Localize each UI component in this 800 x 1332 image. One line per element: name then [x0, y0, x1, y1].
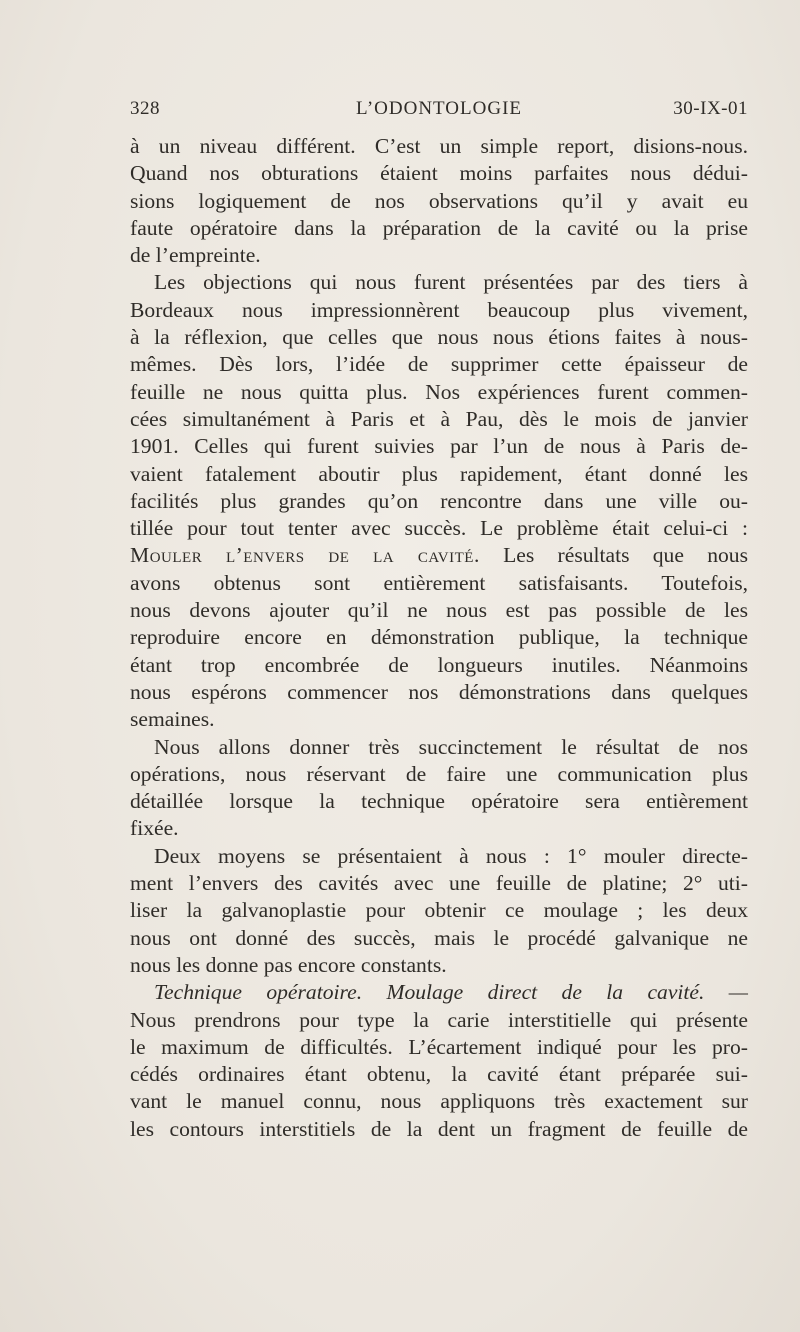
- text-line: à un niveau différent. C’est un simple report, disions-nous.: [130, 134, 748, 158]
- text-line: détaillée lorsque la technique opératoire sera entièrement: [130, 789, 748, 814]
- text-line: Nous prendrons pour type la carie interstitielle qui présente: [130, 1007, 748, 1032]
- text-line: semaines.: [130, 707, 215, 732]
- text-line: le maximum de difficultés. L’écartement indiqué pour les pro-: [130, 1034, 748, 1059]
- text-line: cées simultanément à Paris et à Pau, dès le mois de janvier: [130, 406, 748, 431]
- text-line: liser la galvanoplastie pour obtenir ce moulage ; les deux: [130, 898, 748, 923]
- text-line: Nous allons donner très succinctement le résultat de nos: [154, 734, 748, 759]
- text-line: vant le manuel connu, nous appliquons très exactement sur: [130, 1089, 748, 1114]
- text-line: à la réflexion, que celles que nous nous étions faites à nous-: [130, 325, 748, 350]
- text-line: 1901. Celles qui furent suivies par l’un de nous à Paris de-: [130, 434, 748, 459]
- text-fragment: Les résultats que nous: [479, 543, 748, 568]
- paragraph-4: [130, 843, 748, 979]
- text-line: reproduire encore en démonstration publique, la technique: [130, 625, 748, 650]
- journal-title: L’ODONTOLOGIE: [355, 98, 523, 119]
- text-line: mêmes. Dès lors, l’idée de supprimer cette épaisseur de: [130, 352, 748, 377]
- text-line: [130, 542, 748, 569]
- issue-date: 30-IX-01: [673, 98, 748, 119]
- paragraph-5: [130, 979, 748, 1143]
- paragraph-1: [130, 133, 748, 269]
- text-line: sions logiquement de nos observations qu’il y avait eu: [130, 188, 748, 213]
- text-line: fixée.: [130, 816, 179, 841]
- text-line: faute opératoire dans la préparation de la cavité ou la prise: [130, 215, 748, 240]
- text-line: Deux moyens se présentaient à nous : 1° mouler directe-: [154, 843, 748, 868]
- section-heading-italic: Technique opératoire. Moulage direct de la cavité. —: [154, 980, 748, 1005]
- paragraph-2: [130, 269, 748, 733]
- text-line: ment l’envers des cavités avec une feuille de platine; 2° uti-: [130, 871, 748, 896]
- text-line: étant trop encombrée de longueurs inutiles. Néanmoins: [130, 652, 748, 677]
- text-line: Les objections qui nous furent présentées par des tiers à: [154, 270, 748, 295]
- text-line: tillée pour tout tenter avec succès. Le problème était celui-ci :: [130, 516, 748, 541]
- text-line: opérations, nous réservant de faire une communication plus: [130, 761, 748, 786]
- article-body: [130, 133, 748, 1143]
- paragraph-3: [130, 734, 748, 843]
- page-number: 328: [130, 98, 160, 119]
- text-line: feuille ne nous quitta plus. Nos expériences furent commen-: [130, 379, 748, 404]
- text-line: de l’empreinte.: [130, 243, 261, 268]
- text-line: cédés ordinaires étant obtenu, la cavité étant préparée sui-: [130, 1062, 748, 1087]
- text-line: nous espérons commencer nos démonstrations dans quelques: [130, 679, 748, 704]
- text-line: avons obtenus sont entièrement satisfaisants. Toutefois,: [130, 570, 748, 595]
- text-line: nous ont donné des succès, mais le procédé galvanique ne: [130, 925, 748, 950]
- text-line: Quand nos obturations étaient moins parfaites nous dédui-: [130, 161, 748, 186]
- running-header: [130, 98, 748, 126]
- text-line: vaient fatalement aboutir plus rapidement, étant donné les: [130, 461, 748, 486]
- text-line: nous les donne pas encore constants.: [130, 952, 447, 977]
- smallcaps-problem-statement: Mouler l’envers de la cavité.: [130, 543, 480, 568]
- text-line: les contours interstitiels de la dent un fragment de feuille de: [130, 1116, 748, 1141]
- text-line: nous devons ajouter qu’il ne nous est pas possible de les: [130, 598, 748, 623]
- text-line: facilités plus grandes qu’on rencontre dans une ville ou-: [130, 488, 748, 513]
- text-line: Bordeaux nous impressionnèrent beaucoup plus vivement,: [130, 297, 748, 322]
